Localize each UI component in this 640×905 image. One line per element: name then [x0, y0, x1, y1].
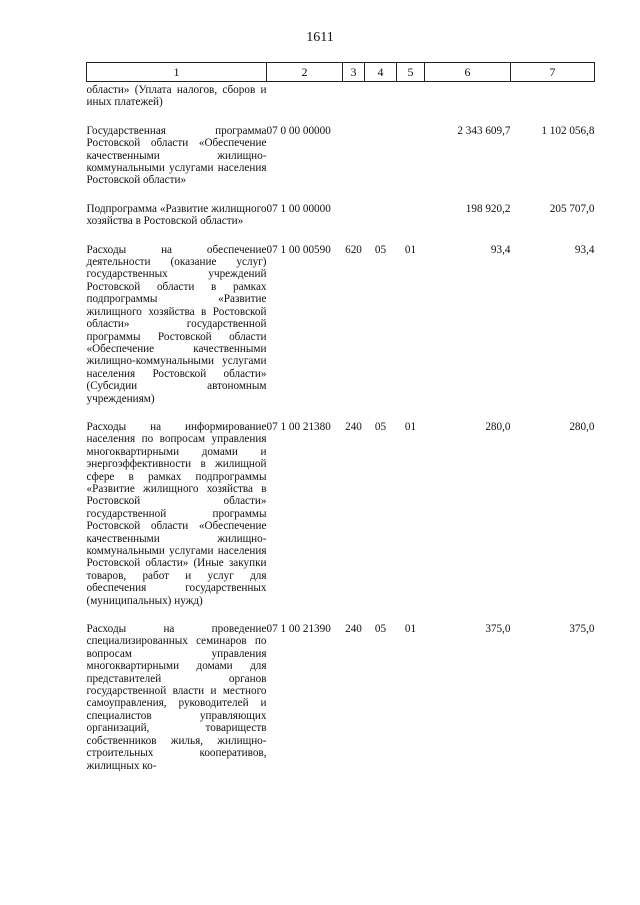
row-rz: 05 — [374, 623, 387, 636]
row-code: 07 1 00 00000 — [266, 202, 331, 215]
row-rz — [365, 82, 397, 109]
table-row — [87, 123, 595, 187]
row-sum-2: 280,0 — [569, 420, 595, 433]
column-header: 7 — [511, 63, 595, 82]
table-row — [87, 82, 595, 109]
row-sum-1: 93,4 — [490, 243, 511, 256]
row-code — [267, 82, 343, 109]
row-description: области» (Уплата налогов, сборов и иных платежей) — [86, 84, 267, 109]
row-code: 07 0 00 00000 — [266, 124, 331, 137]
column-header: 1 — [87, 63, 267, 82]
table-row — [87, 242, 595, 405]
table-row — [87, 621, 595, 772]
row-sum-2: 205 707,0 — [549, 202, 595, 215]
column-header: 6 — [425, 63, 511, 82]
row-sum-1: 280,0 — [485, 420, 511, 433]
row-pr — [397, 123, 425, 187]
row-sum-2: 1 102 056,8 — [541, 124, 595, 137]
column-header: 3 — [343, 63, 365, 82]
row-vr — [343, 123, 365, 187]
budget-table — [86, 62, 595, 772]
row-sum-1 — [425, 82, 511, 109]
table-row — [87, 201, 595, 228]
row-pr — [397, 82, 425, 109]
row-description: Расходы на обеспечение деятельности (оказание услуг) государственных учреждений Ростовской области в рамках подпрограммы «Развитие жилищного хозяйства в Ростовской области» государственной программы Ростовской области «Обеспечение качественными жилищно-коммунальными услугами населения Ростовской области» (Субсидии автономным учреждениям) — [86, 243, 267, 405]
row-rz: 05 — [374, 243, 387, 256]
row-sum-2 — [511, 82, 595, 109]
page-number: 1611 — [306, 30, 334, 45]
table-row — [87, 419, 595, 607]
column-header: 5 — [397, 63, 425, 82]
table-header-row — [87, 63, 595, 82]
row-rz: 05 — [374, 420, 387, 433]
row-description: Расходы на проведение специализированных семинаров по вопросам управления многоквартирными домами для представителей органов государственной власти и местного самоуправления, руководителей и специалистов управляющих организаций, товариществ собственников жилья, жилищно-строительных кооперативов, жилищных ко- — [86, 623, 267, 772]
row-rz — [365, 123, 397, 187]
column-header: 2 — [267, 63, 343, 82]
row-vr: 620 — [345, 243, 362, 256]
row-description: Подпрограмма «Развитие жилищного хозяйства в Ростовской области» — [86, 202, 267, 228]
row-sum-2: 93,4 — [574, 243, 595, 256]
row-description: Государственная программа Ростовской области «Обеспечение качественными жилищно-коммунальными услугами населения Ростовской области» — [86, 124, 267, 187]
row-sum-1: 198 920,2 — [465, 202, 511, 215]
row-vr — [343, 82, 365, 109]
row-vr: 240 — [345, 623, 362, 636]
row-pr — [397, 201, 425, 228]
row-code: 07 1 00 21390 — [266, 623, 331, 636]
row-vr: 240 — [345, 420, 362, 433]
row-pr: 01 — [404, 243, 417, 256]
row-code: 07 1 00 21380 — [266, 420, 331, 433]
column-header: 4 — [365, 63, 397, 82]
row-rz — [365, 201, 397, 228]
row-vr — [343, 201, 365, 228]
row-sum-1: 2 343 609,7 — [457, 124, 511, 137]
row-sum-1: 375,0 — [485, 623, 511, 636]
row-pr: 01 — [404, 420, 417, 433]
row-pr: 01 — [404, 623, 417, 636]
row-description: Расходы на информирование населения по вопросам управления многоквартирными домами и энергоэффективности в жилищной сфере в рамках подпрограммы «Развитие жилищного хозяйства в Ростовской области» государственной программы Ростовской области «Обеспечение качественными жилищно-коммунальными услугами населения Ростовской области» (Иные закупки товаров, работ и услуг для обеспечения государственных (муниципальных) нужд) — [86, 420, 267, 607]
row-sum-2: 375,0 — [569, 623, 595, 636]
row-code: 07 1 00 00590 — [266, 243, 331, 256]
